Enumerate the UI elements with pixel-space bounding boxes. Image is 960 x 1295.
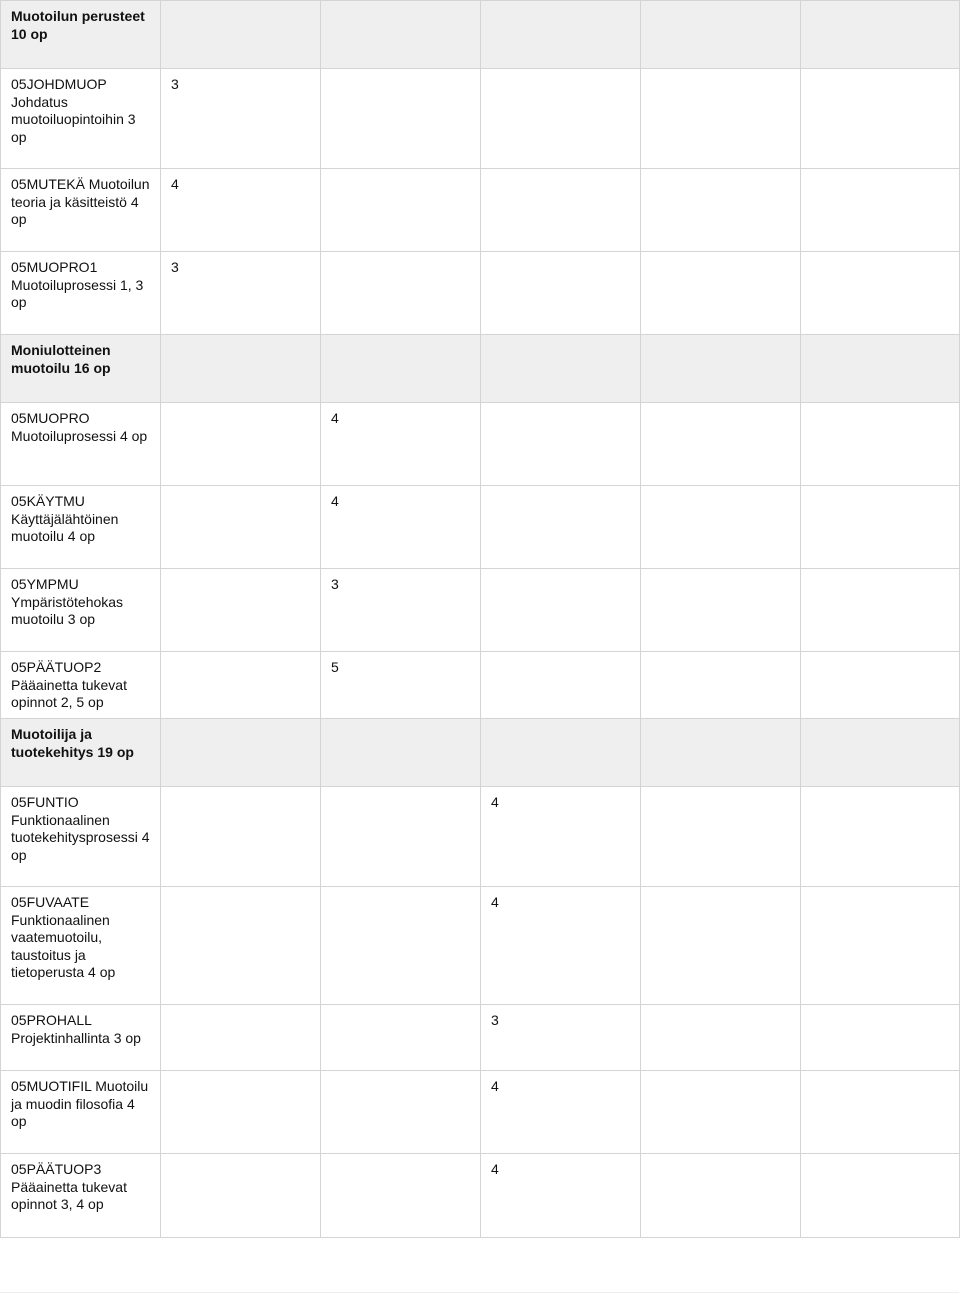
credit-cell [641,887,801,1005]
credit-cell [161,1005,321,1071]
credit-cell [641,569,801,652]
credit-cell [321,1154,481,1238]
credit-cell [481,652,641,719]
credit-cell [641,652,801,719]
credit-cell [321,69,481,169]
credit-cell [801,1154,960,1238]
course-row [1,569,960,652]
credit-cell [161,569,321,652]
credit-cell [321,1,481,69]
credit-cell [161,335,321,403]
credit-cell [161,652,321,719]
credit-cell [321,252,481,335]
credit-cell [801,169,960,252]
credit-cell [801,403,960,486]
course-row [1,652,960,719]
credit-cell [801,1,960,69]
section-row [1,335,960,403]
credit-cell [801,1071,960,1154]
course-row [1,486,960,569]
credit-cell [481,69,641,169]
credit-cell [801,787,960,887]
course-name: 05YMPMU Ympäristötehokas muotoilu 3 op [1,569,161,652]
credit-cell [481,335,641,403]
course-row [1,787,960,887]
credit-cell [481,403,641,486]
credit-cell [801,335,960,403]
credit-cell: 4 [481,887,641,1005]
credit-cell [481,1,641,69]
course-row [1,1071,960,1154]
course-name: 05MUOPRO1 Muotoiluprosessi 1, 3 op [1,252,161,335]
credit-cell [161,719,321,787]
course-name: 05MUOTIFIL Muotoilu ja muodin filosofia 4 op [1,1071,161,1154]
credit-cell [641,1,801,69]
credit-cell [801,486,960,569]
section-row [1,1,960,69]
credit-cell [801,569,960,652]
credit-cell [321,887,481,1005]
credit-cell [641,69,801,169]
credit-cell: 4 [481,1071,641,1154]
credit-cell [481,252,641,335]
credit-cell [161,1071,321,1154]
credit-cell [641,403,801,486]
credit-cell [641,169,801,252]
credit-cell [801,69,960,169]
course-row [1,403,960,486]
credit-cell: 3 [481,1005,641,1071]
course-row [1,252,960,335]
credit-cell [161,403,321,486]
credit-cell: 4 [161,169,321,252]
course-row [1,1005,960,1071]
credit-cell [321,169,481,252]
credit-cell [641,1154,801,1238]
course-row [1,69,960,169]
credit-cell: 4 [481,1154,641,1238]
credit-cell [641,719,801,787]
credit-cell: 4 [321,403,481,486]
credit-cell [641,335,801,403]
credit-cell [801,719,960,787]
credit-cell [801,1005,960,1071]
credit-cell [641,252,801,335]
course-name: 05PÄÄTUOP3 Pääainetta tukevat opinnot 3, 4 op [1,1154,161,1238]
credit-cell [161,486,321,569]
section-row [1,719,960,787]
credit-cell [801,252,960,335]
credit-cell [481,169,641,252]
course-name: 05MUOPRO Muotoiluprosessi 4 op [1,403,161,486]
credit-cell [161,1154,321,1238]
credit-cell [321,335,481,403]
section-title: Muotoilun perusteet 10 op [1,1,161,69]
course-row [1,1154,960,1238]
credit-cell [161,887,321,1005]
credit-cell: 3 [321,569,481,652]
credit-cell [481,719,641,787]
credit-cell: 3 [161,69,321,169]
credit-cell: 3 [161,252,321,335]
course-name: 05JOHDMUOP Johdatus muotoiluopintoihin 3 op [1,69,161,169]
course-row [1,887,960,1005]
credit-cell: 5 [321,652,481,719]
credit-cell [641,486,801,569]
course-name: 05FUNTIO Funktionaalinen tuotekehitysprosessi 4 op [1,787,161,887]
section-title: Moniulotteinen muotoilu 16 op [1,335,161,403]
credit-cell [321,787,481,887]
course-name: 05MUTEKÄ Muotoilun teoria ja käsitteistö 4 op [1,169,161,252]
credit-cell [481,486,641,569]
course-name: 05KÄYTMU Käyttäjälähtöinen muotoilu 4 op [1,486,161,569]
credit-cell: 4 [321,486,481,569]
credit-cell [641,1005,801,1071]
credit-cell [641,787,801,887]
course-name: 05PÄÄTUOP2 Pääainetta tukevat opinnot 2, 5 op [1,652,161,719]
table-body [1,1,960,1238]
credit-cell [481,569,641,652]
course-row [1,169,960,252]
credit-cell [321,1071,481,1154]
credit-cell [321,719,481,787]
credit-cell [801,652,960,719]
course-name: 05FUVAATE Funktionaalinen vaatemuotoilu, taustoitus ja tietoperusta 4 op [1,887,161,1005]
section-title: Muotoilija ja tuotekehitys 19 op [1,719,161,787]
credit-cell [161,1,321,69]
credit-cell [161,787,321,887]
divider [0,1292,959,1293]
credit-cell [321,1005,481,1071]
course-name: 05PROHALL Projektinhallinta 3 op [1,1005,161,1071]
credit-cell: 4 [481,787,641,887]
credit-cell [801,887,960,1005]
credit-cell [641,1071,801,1154]
